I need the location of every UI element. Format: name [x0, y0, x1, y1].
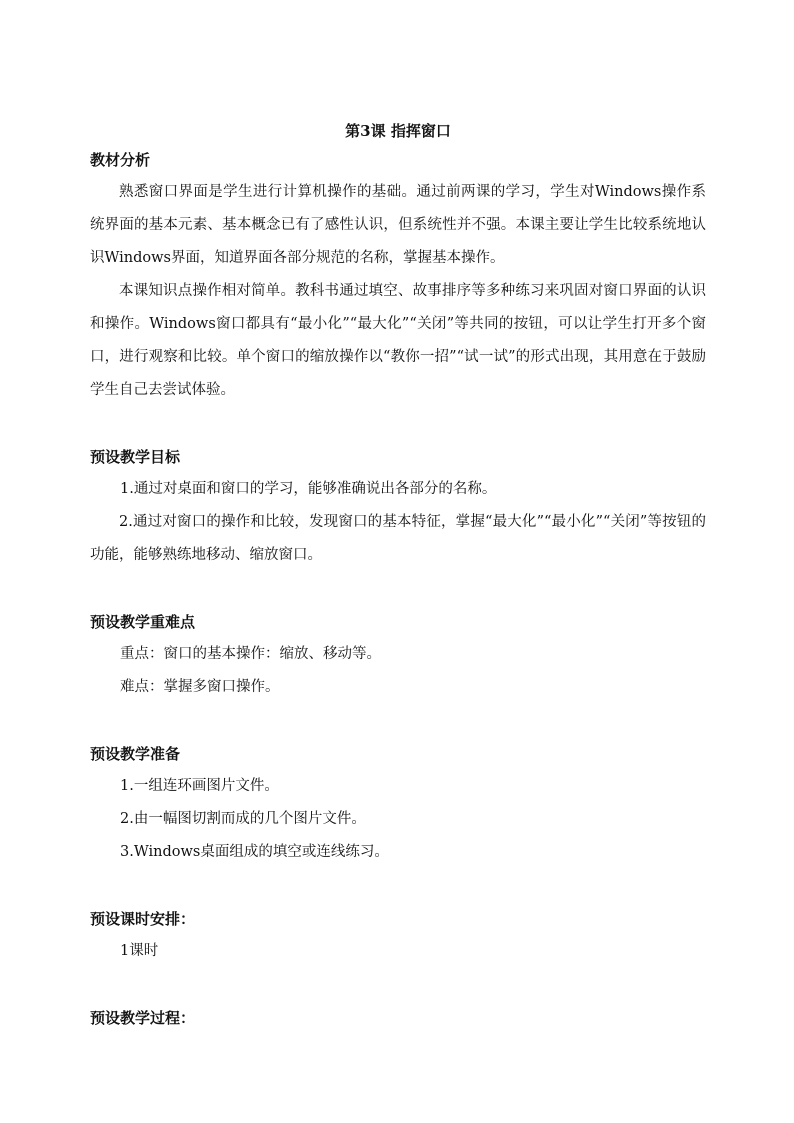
- goal-item: 2.通过对窗口的操作和比较，发现窗口的基本特征，掌握“最大化”“最小化”“关闭”等按钮的功能，能够熟练地移动、缩放窗口。: [90, 514, 706, 563]
- document-body: [90, 118, 706, 1034]
- schedule-value: 1课时: [120, 943, 159, 959]
- section-spacer: [90, 704, 706, 738]
- section-heading-schedule: 预设课时安排：: [90, 910, 196, 928]
- section-heading-keypoints: 预设教学重难点: [90, 613, 196, 631]
- preparation-item: 3.Windows桌面组成的填空或连线练习。: [120, 844, 389, 860]
- section-spacer: [90, 572, 706, 606]
- section-spacer: [90, 407, 706, 441]
- preparation-item: 2.由一幅图切割而成的几个图片文件。: [120, 811, 366, 827]
- section-heading-analysis: 教材分析: [90, 151, 151, 169]
- section-spacer: [90, 968, 706, 1002]
- section-heading-process: 预设教学过程：: [90, 1009, 196, 1027]
- analysis-paragraph-2: 本课知识点操作相对简单。教科书通过填空、故事排序等多种练习来巩固对窗口界面的认识和操作。Windows窗口都具有“最小化”“最大化”“关闭”等共同的按钮，可以让学生打开多个窗口，进行观察和比较。单个窗口的缩放操作以“教你一招”“试一试”的形式出现，其用意在于鼓励学生自己去尝试体验。: [90, 283, 706, 398]
- section-spacer: [90, 869, 706, 903]
- lesson-title: 第3课 指挥窗口: [345, 122, 451, 140]
- preparation-item: 1.一组连环画图片文件。: [120, 778, 279, 794]
- section-heading-goals: 预设教学目标: [90, 448, 181, 466]
- analysis-paragraph-1: 熟悉窗口界面是学生进行计算机操作的基础。通过前两课的学习，学生对Windows操作系统界面的基本元素、基本概念已有了感性认识，但系统性并不强。本课主要让学生比较系统地认识Windows界面，知道界面各部分规范的名称，掌握基本操作。: [90, 184, 706, 266]
- goal-item: 1.通过对桌面和窗口的学习，能够准确说出各部分的名称。: [120, 481, 497, 497]
- section-heading-preparation: 预设教学准备: [90, 745, 181, 763]
- keypoint-item: 重点：窗口的基本操作：缩放、移动等。: [120, 646, 381, 662]
- keypoint-item: 难点：掌握多窗口操作。: [120, 679, 280, 695]
